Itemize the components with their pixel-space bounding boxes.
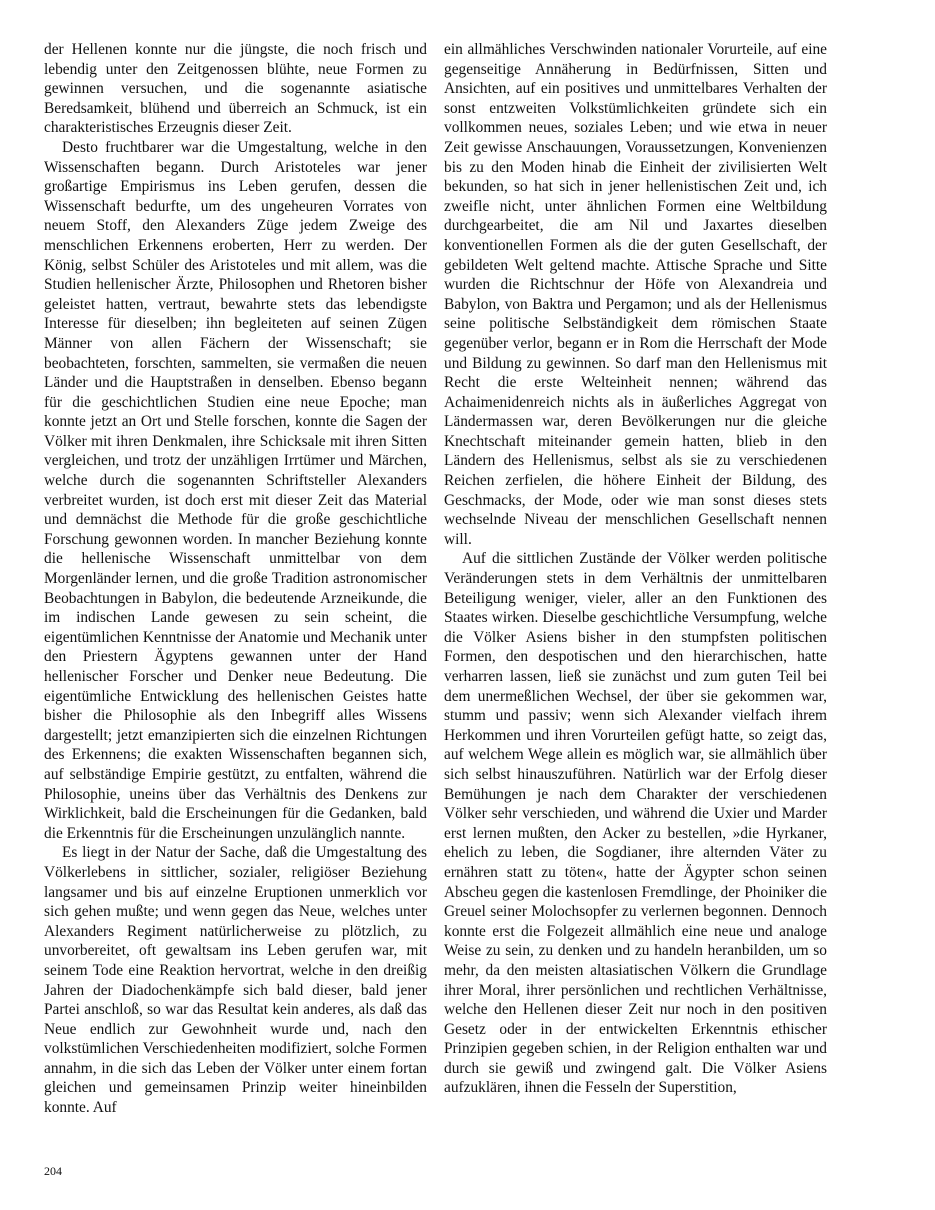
- right-column: [444, 40, 827, 1098]
- paragraph: Desto fruchtbarer war die Umgestaltung, welche in den Wissenschaften begann. Durch Aristoteles war jener großartige Empirismus ins Leben gerufen, dessen die Wissenschaft bedurfte, um des ungeheuren Vorrates von neuem Stoff, den Alexanders Züge jedem Zweige des menschlichen Erkennens eroberten, Herr zu werden. Der König, selbst Schüler des Aristoteles und mit allem, was die Studien hellenischer Ärzte, Philosophen und Rhetoren bisher geleistet hatten, vertraut, bewahrte stets das lebendigste Interesse für dieselben; ihn begleiteten auf seinen Zügen Männer von allen Fächern der Wissenschaft; sie beobachteten, forschten, sammelten, sie vermaßen die neuen Länder und die Hauptstraßen in denselben. Ebenso begann für die geschichtlichen Studien eine neue Epoche; man konnte jetzt an Ort und Stelle forschen, konnte die Sagen der Völker mit ihren Denkmalen, ihre Schicksale mit ihren Sitten vergleichen, und trotz der unzähligen Irrtümer und Märchen, welche durch die sogenannten Schriftsteller Alexanders verbreitet wurden, ist doch erst mit dieser Zeit das Material und demnächst die Methode für die große geschichtliche Forschung gewonnen worden. In mancher Beziehung konnte die hellenische Wissenschaft unmittelbar von dem Morgenländer lernen, und die große Tradition astronomischer Beobachtungen in Babylon, die bedeutende Arzneikunde, die im indischen Lande gewesen zu sein scheint, die eigentümlichen Kenntnisse der Anatomie und Mechanik unter den Priestern Ägyptens gewannen unter der Hand hellenischer Forscher und Denker neue Bedeutung. Die eigentümliche Entwicklung des hellenischen Geistes hatte bisher die Philosophie als den Inbegriff alles Wissens dargestellt; jetzt emanzipierten sich die einzelnen Richtungen des Erkennens; die exakten Wissenschaften begannen sich, auf selbständige Empirie gestützt, zu entfalten, während die Philosophie, uneins über das Verhältnis des Denkens zur Wirklichkeit, bald die Erscheinungen für die Gedanken, bald die Erkenntnis für die Erscheinungen unzulänglich nannte.: [44, 138, 427, 842]
- left-column: [44, 40, 427, 1118]
- paragraph-continuation: der Hellenen konnte nur die jüngste, die noch frisch und lebendig unter den Zeitgenossen blühte, neue Formen zu gewinnen versuchen, und die sogenannte asiatische Beredsamkeit, blühend und überreich an Schmuck, ist ein charakteristisches Erzeugnis dieser Zeit.: [44, 41, 427, 137]
- paragraph: Es liegt in der Natur der Sache, daß die Umgestaltung des Völkerlebens in sittlicher, sozialer, religiöser Beziehung langsamer und bis auf einzelne Eruptionen unmerklich vor sich gehen mußte; und wenn gegen das Neue, welches unter Alexanders Regiment natürlicherweise zu plötzlich, zu unvorbereitet, oft gewaltsam ins Leben gerufen war, mit seinem Tode eine Reaktion hervortrat, welche in den dreißig Jahren der Diadochenkämpfe sich bald dieser, bald jener Partei anschloß, so war das Resultat kein anderes, als daß das Neue endlich zur Gewohnheit wurde und, nach den volkstümlichen Verschiedenheiten modifiziert, solche Formen annahm, in die sich das Leben der Völker unter einem fortan gleichen und gemeinsamen Prinzip weiter hineinbilden konnte. Auf: [44, 844, 427, 1117]
- page-number: 204: [44, 1164, 62, 1178]
- paragraph-continuation: ein allmähliches Verschwinden nationaler Vorurteile, auf eine gegenseitige Annäherung in Bedürfnissen, Sitten und Ansichten, auf ein positives und unmittelbares Verhalten der sonst entzweiten Volkstümlichkeiten gründete sich ein vollkommen neues, soziales Leben; und wie etwa in neuer Zeit gewisse Anschauungen, Voraussetzungen, Konvenienzen bis zu den Moden hinab die Einheit der zivilisierten Welt bekunden, so hat sich in jener hellenistischen Zeit und, ich zweifle nicht, unter ähnlichen Formen eine Weltbildung durchgearbeitet, die am Nil und Jaxartes dieselben konventionellen Formen als die der guten Gesellschaft, der gebildeten Welt geltend machte. Attische Sprache und Sitte wurden die Richtschnur der Höfe von Alexandreia und Babylon, von Baktra und Pergamon; und als der Hellenismus seine politische Selbständigkeit dem römischen Staate gegenüber verlor, begann er in Rom die Herrschaft der Mode und Bildung zu gewinnen. So darf man den Hellenismus mit Recht die erste Welteinheit nennen; während das Achaimenidenreich nichts als in äußerliches Aggregat von Ländermassen war, deren Bevölkerungen nur die gleiche Knechtschaft miteinander gemein hatten, blieb in den Ländern des Hellenismus, selbst als sie zu verschiedenen Reichen zerfielen, die höhere Einheit der Bildung, des Geschmacks, der Mode, oder wie man sonst dieses stets wechselnde Niveau der menschlichen Gesellschaft nennen will.: [444, 41, 827, 548]
- paragraph: Auf die sittlichen Zustände der Völker werden politische Veränderungen stets in dem Verhältnis der unmittelbaren Beteiligung weniger, vieler, aller an den Funktionen des Staates wirken. Dieselbe geschichtliche Versumpfung, welche die Völker Asiens bisher in den stumpfsten politischen Formen, den despotischen und den hierarchischen, hatte verharren lassen, ließ sie zunächst und zum guten Teil bei dem unermeßlichen Wechsel, der über sie gekommen war, stumm und passiv; wenn sich Alexander vielfach ihrem Herkommen und ihren Vorurteilen gefügt hatte, so zeigt das, auf welchem Wege allein es möglich war, sie allmählich über sich selbst hinauszuführen. Natürlich war der Erfolg dieser Bemühungen je nach dem Charakter der verschiedenen Völker sehr verschieden, und während die Uxier und Marder erst lernen mußten, den Acker zu bestellen, »die Hyrkaner, ehelich zu leben, die Sogdianer, ihre alternden Väter zu ernähren statt zu töten«, hatte der Ägypter schon seinen Abscheu gegen die kastenlosen Fremdlinge, der Phoiniker die Greuel seiner Molochsopfer zu verlernen begonnen. Dennoch konnte erst die Folgezeit allmählich eine neue und analoge Weise zu sein, zu denken und zu handeln heranbilden, um so mehr, da den meisten altasiatischen Völkern die Grundlage ihrer Moral, ihrer persönlichen und rechtlichen Verhältnisse, welche den Hellenen dieser Zeit nur noch in den positiven Gesetz oder in der entwickelten Erkenntnis ethischer Prinzipien gegeben schien, in der Religion enthalten war und durch sie gewiß und zwingend galt. Die Völker Asiens aufzuklären, ihnen die Fesseln der Superstition,: [444, 550, 827, 1097]
